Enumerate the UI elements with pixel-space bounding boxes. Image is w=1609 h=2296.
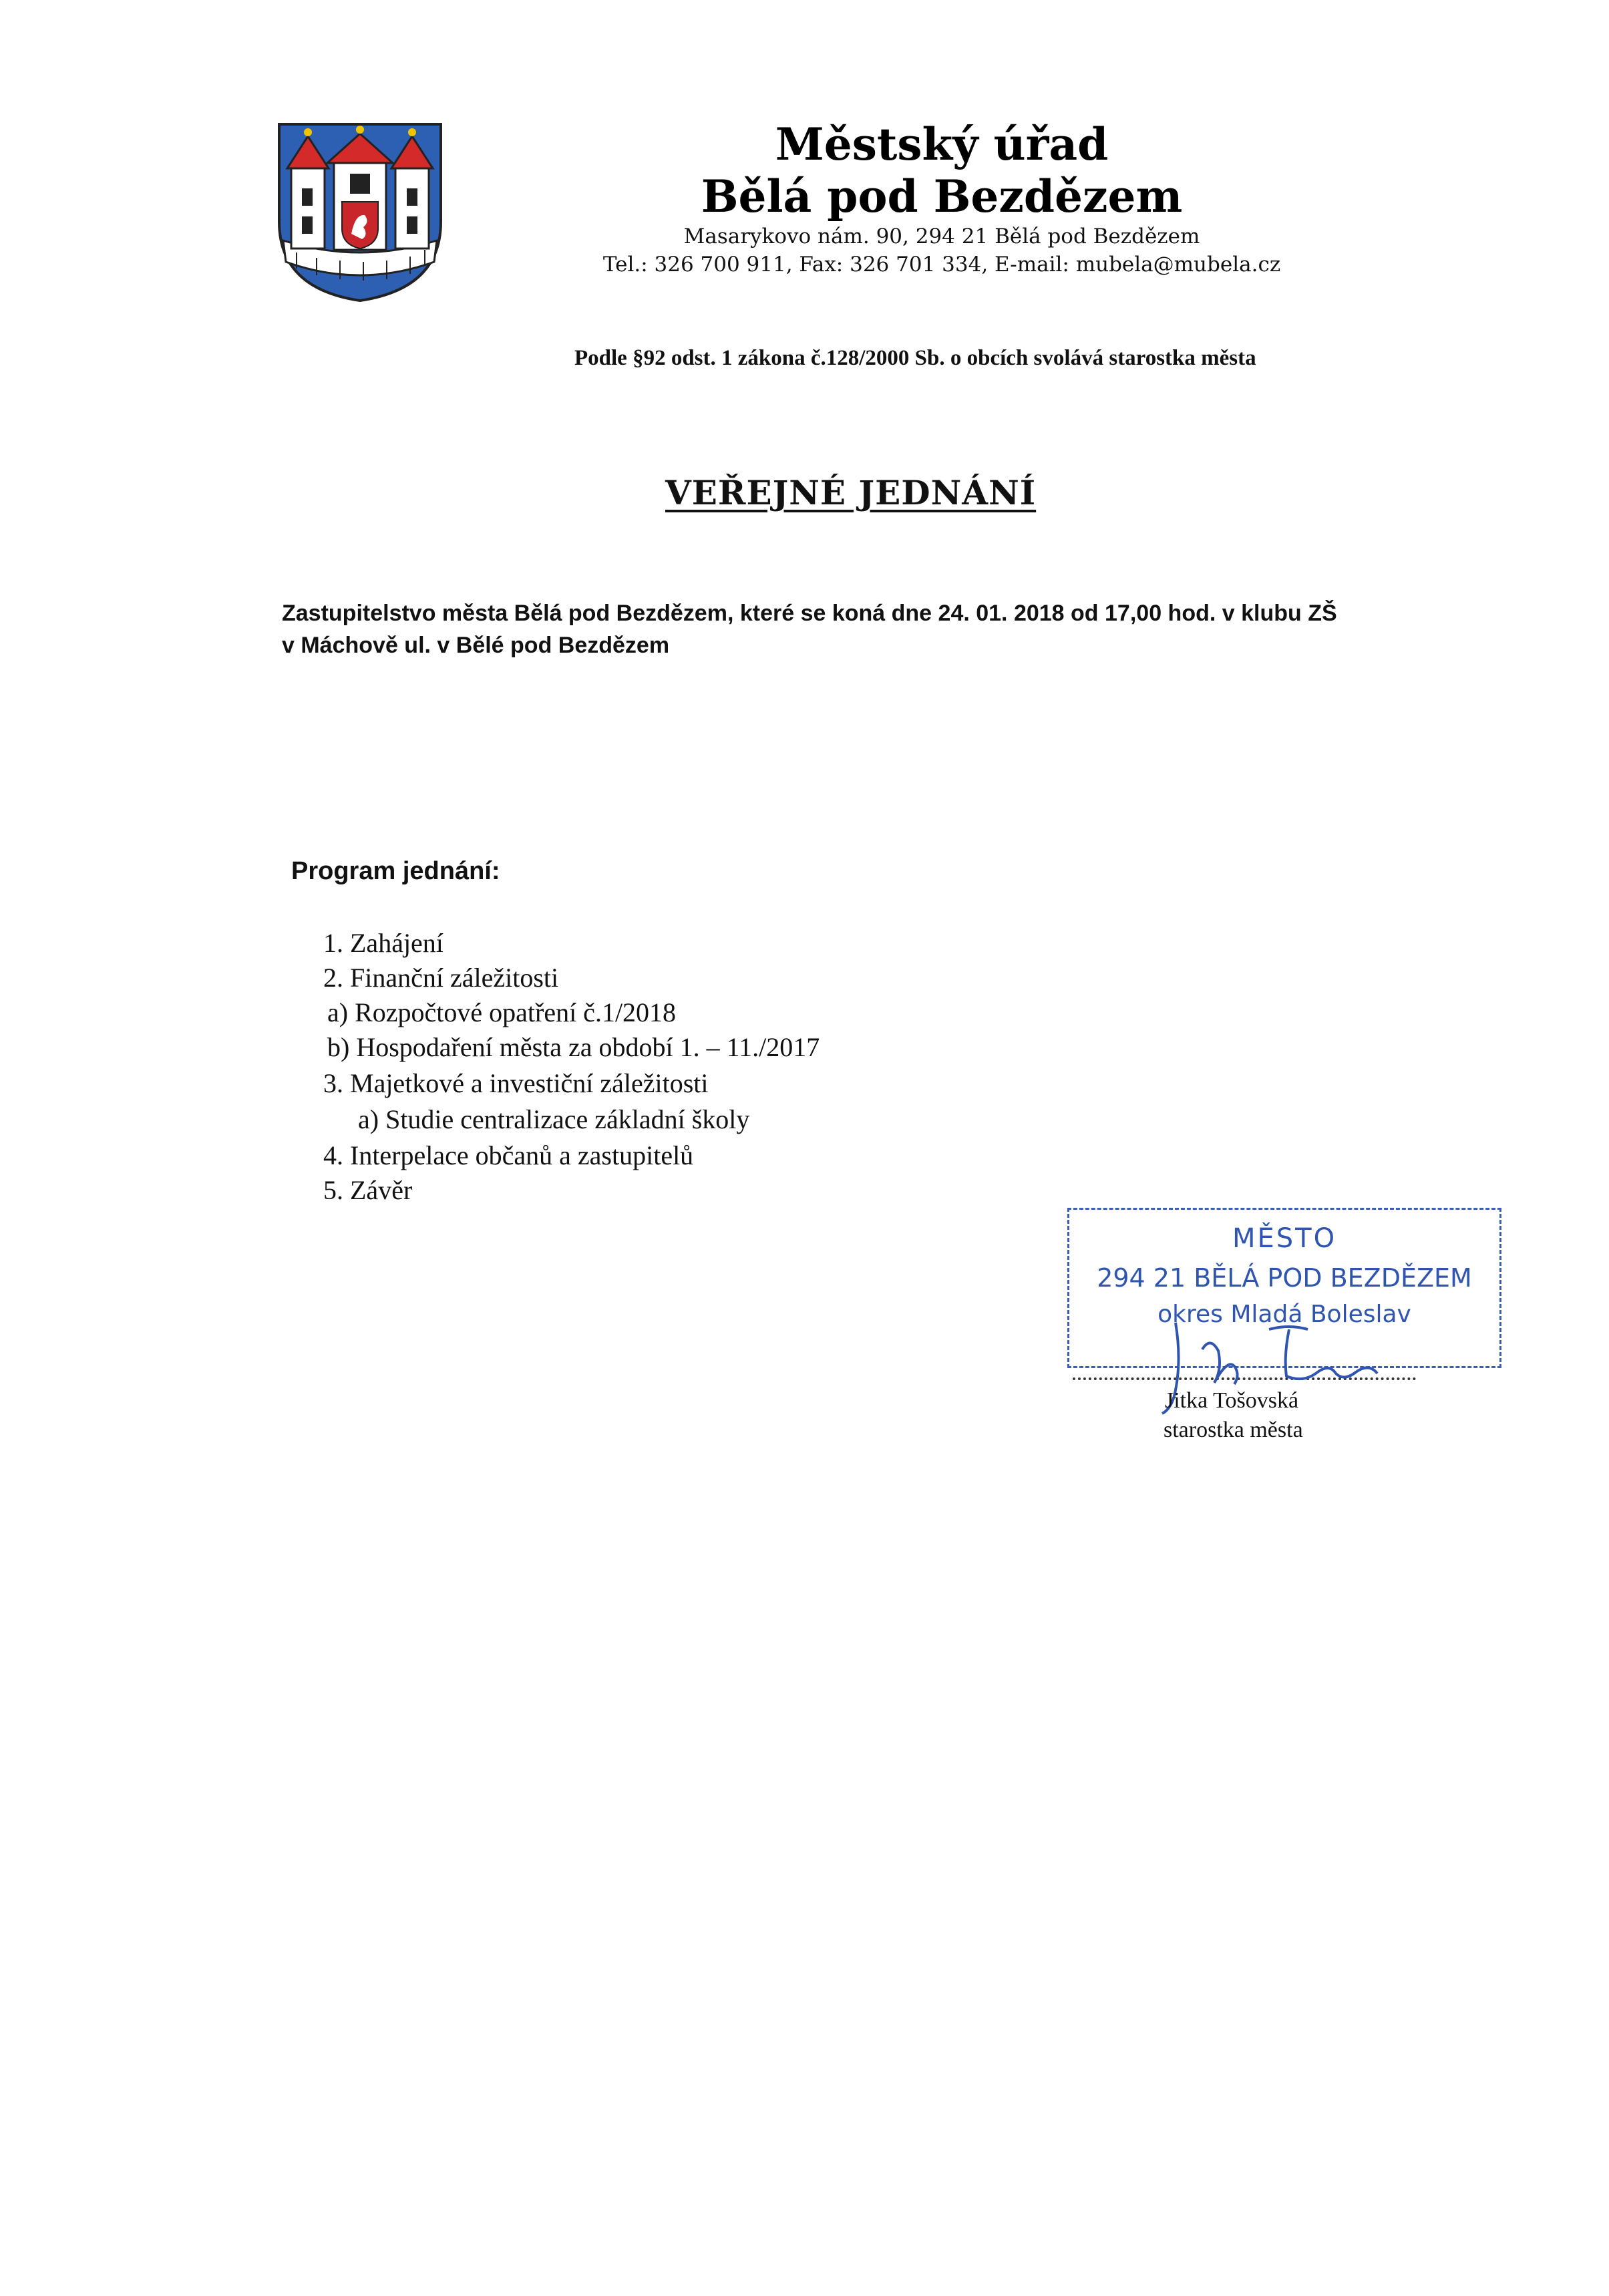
- stamp-line: okres Mladá Boleslav: [1157, 1301, 1411, 1328]
- legal-basis: Podle §92 odst. 1 zákona č.128/2000 Sb. o obcích svolává starostka města: [574, 346, 1256, 370]
- program-item: 2. Finanční záležitosti: [323, 963, 559, 993]
- program-subitem: a) Rozpočtové opatření č.1/2018: [327, 997, 677, 1027]
- program-item: 1. Zahájení: [323, 928, 443, 958]
- address-line: Masarykovo nám. 90, 294 21 Bělá pod Bezdězem: [683, 224, 1200, 249]
- notice-heading: VEŘEJNÉ JEDNÁNÍ: [665, 473, 1037, 512]
- coat-of-arms-icon: [277, 122, 443, 303]
- program-item: 5. Závěr: [323, 1175, 413, 1205]
- meeting-info-line: Zastupitelstvo města Bělá pod Bezdězem, které se koná dne 24. 01. 2018 od 17,00 hod. v klubu ZŠ: [282, 601, 1337, 626]
- town-title: Bělá pod Bezdězem: [701, 170, 1183, 222]
- program-heading: Program jednání:: [291, 857, 500, 885]
- stamp-line: 294 21 BĚLÁ POD BEZDĚZEM: [1097, 1263, 1472, 1293]
- signatory-name: Jitka Tošovská: [1165, 1388, 1299, 1413]
- program-item: 4. Interpelace občanů a zastupitelů: [323, 1140, 694, 1170]
- meeting-location-line: v Máchově ul. v Bělé pod Bezdězem: [282, 633, 670, 658]
- signatory-role: starostka města: [1164, 1418, 1303, 1442]
- program-subitem: a) Studie centralizace základní školy: [358, 1104, 750, 1134]
- contact-line: Tel.: 326 700 911, Fax: 326 701 334, E-mail: mubela@mubela.cz: [602, 253, 1281, 277]
- program-item: 3. Majetkové a investiční záležitosti: [323, 1068, 709, 1098]
- stamp-line: MĚSTO: [1232, 1223, 1337, 1254]
- office-title: Městský úřad: [775, 118, 1109, 170]
- program-subitem: b) Hospodaření města za období 1. – 11./2017: [327, 1032, 820, 1062]
